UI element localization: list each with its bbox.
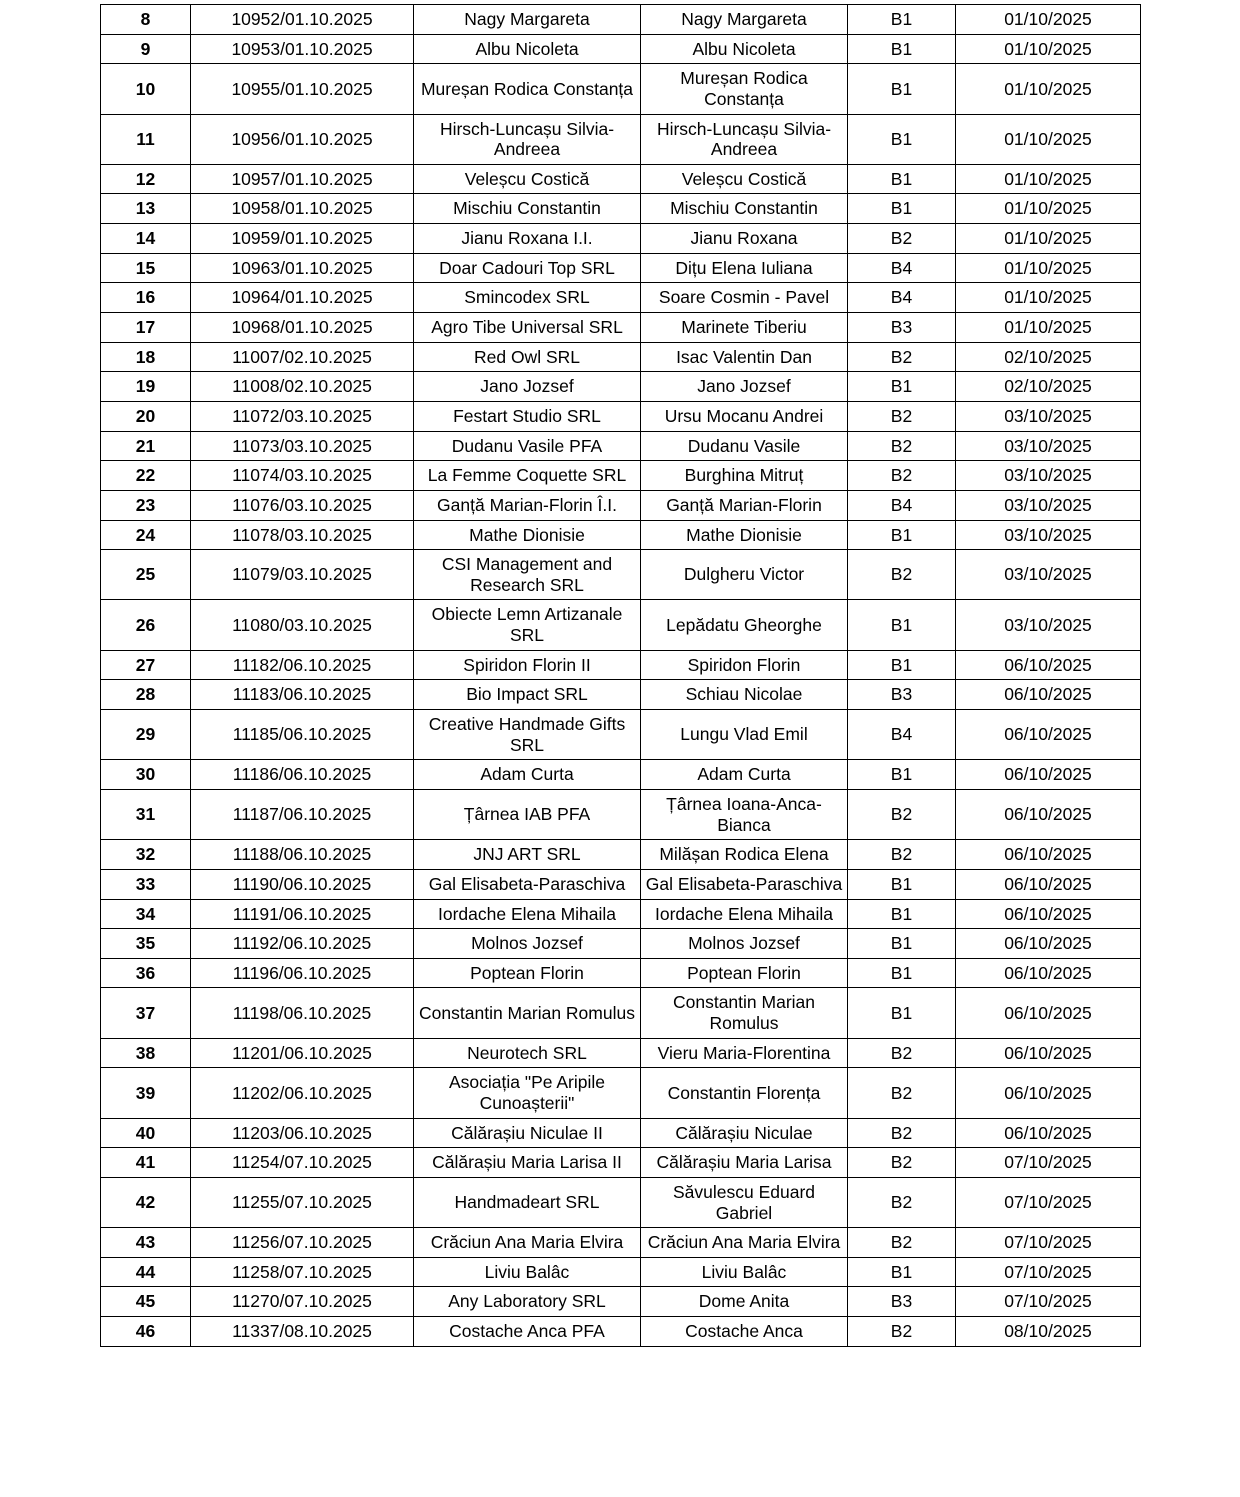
cell-nr: 24 <box>101 520 191 550</box>
cell-entity-name: Bio Impact SRL <box>414 680 641 710</box>
cell-representative: Jano Jozsef <box>641 372 848 402</box>
table-row <box>101 342 1141 372</box>
cell-date: 01/10/2025 <box>956 5 1141 35</box>
cell-code: B2 <box>848 1317 956 1347</box>
cell-registration-number: 11203/06.10.2025 <box>191 1118 414 1148</box>
cell-entity-name: Crăciun Ana Maria Elvira <box>414 1228 641 1258</box>
cell-date: 08/10/2025 <box>956 1317 1141 1347</box>
cell-representative: Liviu Balâc <box>641 1257 848 1287</box>
cell-registration-number: 11072/03.10.2025 <box>191 401 414 431</box>
cell-registration-number: 11202/06.10.2025 <box>191 1068 414 1118</box>
cell-date: 03/10/2025 <box>956 401 1141 431</box>
cell-code: B1 <box>848 34 956 64</box>
cell-entity-name: Adam Curta <box>414 760 641 790</box>
cell-nr: 29 <box>101 710 191 760</box>
cell-code: B1 <box>848 114 956 164</box>
cell-representative: Milășan Rodica Elena <box>641 840 848 870</box>
cell-representative: Călărașiu Maria Larisa <box>641 1148 848 1178</box>
cell-registration-number: 10957/01.10.2025 <box>191 164 414 194</box>
cell-registration-number: 11183/06.10.2025 <box>191 680 414 710</box>
registry-table <box>100 4 1141 1347</box>
cell-date: 06/10/2025 <box>956 789 1141 839</box>
cell-date: 07/10/2025 <box>956 1228 1141 1258</box>
cell-entity-name: Ganță Marian-Florin Î.I. <box>414 490 641 520</box>
cell-representative: Lungu Vlad Emil <box>641 710 848 760</box>
cell-registration-number: 11192/06.10.2025 <box>191 929 414 959</box>
cell-nr: 27 <box>101 650 191 680</box>
cell-code: B2 <box>848 461 956 491</box>
cell-code: B4 <box>848 283 956 313</box>
cell-representative: Costache Anca <box>641 1317 848 1347</box>
cell-registration-number: 11182/06.10.2025 <box>191 650 414 680</box>
cell-nr: 45 <box>101 1287 191 1317</box>
cell-date: 01/10/2025 <box>956 34 1141 64</box>
cell-representative: Burghina Mitruț <box>641 461 848 491</box>
cell-registration-number: 11186/06.10.2025 <box>191 760 414 790</box>
cell-code: B2 <box>848 840 956 870</box>
cell-representative: Vieru Maria-Florentina <box>641 1038 848 1068</box>
cell-date: 02/10/2025 <box>956 342 1141 372</box>
cell-nr: 26 <box>101 600 191 650</box>
cell-representative: Hirsch-Luncașu Silvia-Andreea <box>641 114 848 164</box>
cell-date: 01/10/2025 <box>956 164 1141 194</box>
cell-representative: Țârnea Ioana-Anca-Bianca <box>641 789 848 839</box>
cell-representative: Adam Curta <box>641 760 848 790</box>
registry-table-body <box>101 5 1141 1347</box>
table-row <box>101 401 1141 431</box>
cell-code: B1 <box>848 869 956 899</box>
cell-nr: 39 <box>101 1068 191 1118</box>
cell-nr: 20 <box>101 401 191 431</box>
cell-entity-name: Nagy Margareta <box>414 5 641 35</box>
cell-registration-number: 11256/07.10.2025 <box>191 1228 414 1258</box>
cell-nr: 8 <box>101 5 191 35</box>
table-row <box>101 899 1141 929</box>
cell-nr: 36 <box>101 958 191 988</box>
cell-nr: 15 <box>101 253 191 283</box>
cell-nr: 11 <box>101 114 191 164</box>
cell-representative: Isac Valentin Dan <box>641 342 848 372</box>
table-row <box>101 760 1141 790</box>
table-row <box>101 710 1141 760</box>
cell-nr: 42 <box>101 1177 191 1227</box>
cell-registration-number: 11007/02.10.2025 <box>191 342 414 372</box>
cell-entity-name: Spiridon Florin II <box>414 650 641 680</box>
cell-code: B2 <box>848 1177 956 1227</box>
cell-entity-name: Any Laboratory SRL <box>414 1287 641 1317</box>
cell-registration-number: 10958/01.10.2025 <box>191 194 414 224</box>
cell-registration-number: 10956/01.10.2025 <box>191 114 414 164</box>
cell-nr: 30 <box>101 760 191 790</box>
cell-representative: Jianu Roxana <box>641 224 848 254</box>
cell-entity-name: Hirsch-Luncașu Silvia-Andreea <box>414 114 641 164</box>
table-row <box>101 988 1141 1038</box>
cell-date: 03/10/2025 <box>956 550 1141 600</box>
cell-nr: 38 <box>101 1038 191 1068</box>
cell-code: B2 <box>848 1068 956 1118</box>
cell-nr: 16 <box>101 283 191 313</box>
cell-registration-number: 11079/03.10.2025 <box>191 550 414 600</box>
cell-code: B2 <box>848 1228 956 1258</box>
cell-entity-name: Festart Studio SRL <box>414 401 641 431</box>
cell-representative: Dulgheru Victor <box>641 550 848 600</box>
cell-nr: 44 <box>101 1257 191 1287</box>
table-row <box>101 164 1141 194</box>
cell-entity-name: Obiecte Lemn Artizanale SRL <box>414 600 641 650</box>
cell-registration-number: 11190/06.10.2025 <box>191 869 414 899</box>
cell-registration-number: 11187/06.10.2025 <box>191 789 414 839</box>
cell-date: 03/10/2025 <box>956 431 1141 461</box>
cell-representative: Spiridon Florin <box>641 650 848 680</box>
cell-representative: Mureșan Rodica Constanța <box>641 64 848 114</box>
cell-registration-number: 11196/06.10.2025 <box>191 958 414 988</box>
cell-representative: Constantin Marian Romulus <box>641 988 848 1038</box>
cell-entity-name: Creative Handmade Gifts SRL <box>414 710 641 760</box>
table-row <box>101 550 1141 600</box>
cell-entity-name: Jianu Roxana I.I. <box>414 224 641 254</box>
table-row <box>101 64 1141 114</box>
cell-code: B3 <box>848 680 956 710</box>
cell-entity-name: Țârnea IAB PFA <box>414 789 641 839</box>
cell-entity-name: Asociația "Pe Aripile Cunoașterii" <box>414 1068 641 1118</box>
cell-representative: Dome Anita <box>641 1287 848 1317</box>
cell-code: B1 <box>848 5 956 35</box>
cell-date: 01/10/2025 <box>956 224 1141 254</box>
cell-code: B1 <box>848 988 956 1038</box>
table-row <box>101 1148 1141 1178</box>
cell-date: 01/10/2025 <box>956 64 1141 114</box>
cell-representative: Gal Elisabeta-Paraschiva <box>641 869 848 899</box>
cell-nr: 13 <box>101 194 191 224</box>
cell-date: 02/10/2025 <box>956 372 1141 402</box>
cell-entity-name: Mathe Dionisie <box>414 520 641 550</box>
cell-code: B2 <box>848 1148 956 1178</box>
cell-date: 06/10/2025 <box>956 760 1141 790</box>
cell-nr: 32 <box>101 840 191 870</box>
cell-nr: 19 <box>101 372 191 402</box>
cell-code: B2 <box>848 401 956 431</box>
cell-representative: Ursu Mocanu Andrei <box>641 401 848 431</box>
table-row <box>101 929 1141 959</box>
cell-entity-name: Neurotech SRL <box>414 1038 641 1068</box>
cell-date: 01/10/2025 <box>956 114 1141 164</box>
cell-registration-number: 11076/03.10.2025 <box>191 490 414 520</box>
cell-date: 06/10/2025 <box>956 840 1141 870</box>
cell-code: B4 <box>848 253 956 283</box>
table-row <box>101 520 1141 550</box>
cell-date: 01/10/2025 <box>956 194 1141 224</box>
cell-code: B1 <box>848 600 956 650</box>
cell-nr: 43 <box>101 1228 191 1258</box>
table-row <box>101 1118 1141 1148</box>
cell-entity-name: Albu Nicoleta <box>414 34 641 64</box>
cell-registration-number: 10955/01.10.2025 <box>191 64 414 114</box>
table-row <box>101 1038 1141 1068</box>
cell-entity-name: Călărașiu Niculae II <box>414 1118 641 1148</box>
table-row <box>101 224 1141 254</box>
cell-code: B1 <box>848 64 956 114</box>
cell-date: 01/10/2025 <box>956 253 1141 283</box>
table-row <box>101 194 1141 224</box>
cell-nr: 22 <box>101 461 191 491</box>
cell-date: 06/10/2025 <box>956 929 1141 959</box>
cell-entity-name: JNJ ART SRL <box>414 840 641 870</box>
cell-entity-name: Dudanu Vasile PFA <box>414 431 641 461</box>
cell-representative: Iordache Elena Mihaila <box>641 899 848 929</box>
cell-entity-name: Liviu Balâc <box>414 1257 641 1287</box>
table-row <box>101 283 1141 313</box>
table-row <box>101 958 1141 988</box>
cell-entity-name: Smincodex SRL <box>414 283 641 313</box>
cell-code: B1 <box>848 372 956 402</box>
cell-representative: Mathe Dionisie <box>641 520 848 550</box>
cell-nr: 37 <box>101 988 191 1038</box>
cell-representative: Crăciun Ana Maria Elvira <box>641 1228 848 1258</box>
cell-nr: 31 <box>101 789 191 839</box>
cell-date: 07/10/2025 <box>956 1287 1141 1317</box>
cell-code: B1 <box>848 1257 956 1287</box>
cell-code: B1 <box>848 958 956 988</box>
cell-registration-number: 11255/07.10.2025 <box>191 1177 414 1227</box>
cell-representative: Mischiu Constantin <box>641 194 848 224</box>
cell-code: B1 <box>848 164 956 194</box>
cell-registration-number: 11198/06.10.2025 <box>191 988 414 1038</box>
cell-nr: 18 <box>101 342 191 372</box>
cell-registration-number: 11337/08.10.2025 <box>191 1317 414 1347</box>
cell-registration-number: 11270/07.10.2025 <box>191 1287 414 1317</box>
cell-date: 06/10/2025 <box>956 1068 1141 1118</box>
cell-date: 03/10/2025 <box>956 520 1141 550</box>
cell-representative: Dițu Elena Iuliana <box>641 253 848 283</box>
cell-date: 06/10/2025 <box>956 680 1141 710</box>
cell-entity-name: Molnos Jozsef <box>414 929 641 959</box>
cell-representative: Nagy Margareta <box>641 5 848 35</box>
cell-nr: 14 <box>101 224 191 254</box>
cell-date: 06/10/2025 <box>956 1118 1141 1148</box>
cell-entity-name: Constantin Marian Romulus <box>414 988 641 1038</box>
cell-date: 03/10/2025 <box>956 600 1141 650</box>
cell-representative: Marinete Tiberiu <box>641 313 848 343</box>
cell-representative: Lepădatu Gheorghe <box>641 600 848 650</box>
table-row <box>101 5 1141 35</box>
cell-registration-number: 11080/03.10.2025 <box>191 600 414 650</box>
cell-date: 06/10/2025 <box>956 650 1141 680</box>
table-row <box>101 313 1141 343</box>
cell-code: B2 <box>848 431 956 461</box>
table-row <box>101 431 1141 461</box>
cell-registration-number: 11188/06.10.2025 <box>191 840 414 870</box>
cell-date: 06/10/2025 <box>956 958 1141 988</box>
cell-date: 01/10/2025 <box>956 283 1141 313</box>
cell-entity-name: Călărașiu Maria Larisa II <box>414 1148 641 1178</box>
cell-registration-number: 11201/06.10.2025 <box>191 1038 414 1068</box>
cell-registration-number: 11073/03.10.2025 <box>191 431 414 461</box>
cell-code: B4 <box>848 710 956 760</box>
table-row <box>101 680 1141 710</box>
cell-date: 07/10/2025 <box>956 1177 1141 1227</box>
cell-date: 06/10/2025 <box>956 1038 1141 1068</box>
cell-registration-number: 10963/01.10.2025 <box>191 253 414 283</box>
cell-representative: Albu Nicoleta <box>641 34 848 64</box>
cell-entity-name: Jano Jozsef <box>414 372 641 402</box>
cell-nr: 17 <box>101 313 191 343</box>
cell-nr: 40 <box>101 1118 191 1148</box>
cell-nr: 10 <box>101 64 191 114</box>
cell-nr: 25 <box>101 550 191 600</box>
cell-entity-name: Veleșcu Costică <box>414 164 641 194</box>
cell-code: B1 <box>848 760 956 790</box>
table-row <box>101 600 1141 650</box>
table-row <box>101 461 1141 491</box>
cell-date: 01/10/2025 <box>956 313 1141 343</box>
cell-nr: 12 <box>101 164 191 194</box>
table-row <box>101 1317 1141 1347</box>
cell-registration-number: 11258/07.10.2025 <box>191 1257 414 1287</box>
cell-date: 07/10/2025 <box>956 1148 1141 1178</box>
cell-registration-number: 10952/01.10.2025 <box>191 5 414 35</box>
cell-registration-number: 11185/06.10.2025 <box>191 710 414 760</box>
cell-registration-number: 10968/01.10.2025 <box>191 313 414 343</box>
cell-nr: 9 <box>101 34 191 64</box>
cell-date: 07/10/2025 <box>956 1257 1141 1287</box>
cell-entity-name: CSI Management and Research SRL <box>414 550 641 600</box>
cell-registration-number: 11078/03.10.2025 <box>191 520 414 550</box>
cell-code: B2 <box>848 1118 956 1148</box>
cell-nr: 46 <box>101 1317 191 1347</box>
cell-entity-name: La Femme Coquette SRL <box>414 461 641 491</box>
cell-entity-name: Mischiu Constantin <box>414 194 641 224</box>
cell-entity-name: Handmadeart SRL <box>414 1177 641 1227</box>
cell-registration-number: 11008/02.10.2025 <box>191 372 414 402</box>
cell-representative: Poptean Florin <box>641 958 848 988</box>
cell-entity-name: Iordache Elena Mihaila <box>414 899 641 929</box>
cell-entity-name: Poptean Florin <box>414 958 641 988</box>
cell-nr: 33 <box>101 869 191 899</box>
cell-representative: Săvulescu Eduard Gabriel <box>641 1177 848 1227</box>
cell-nr: 23 <box>101 490 191 520</box>
cell-representative: Ganță Marian-Florin <box>641 490 848 520</box>
table-row <box>101 1068 1141 1118</box>
cell-representative: Schiau Nicolae <box>641 680 848 710</box>
table-row <box>101 840 1141 870</box>
cell-representative: Veleșcu Costică <box>641 164 848 194</box>
cell-entity-name: Costache Anca PFA <box>414 1317 641 1347</box>
cell-registration-number: 11191/06.10.2025 <box>191 899 414 929</box>
cell-registration-number: 10953/01.10.2025 <box>191 34 414 64</box>
table-row <box>101 34 1141 64</box>
cell-code: B2 <box>848 789 956 839</box>
cell-entity-name: Gal Elisabeta-Paraschiva <box>414 869 641 899</box>
cell-date: 06/10/2025 <box>956 710 1141 760</box>
cell-code: B2 <box>848 550 956 600</box>
table-row <box>101 253 1141 283</box>
cell-nr: 41 <box>101 1148 191 1178</box>
table-row <box>101 1257 1141 1287</box>
cell-date: 06/10/2025 <box>956 869 1141 899</box>
cell-code: B2 <box>848 342 956 372</box>
cell-code: B1 <box>848 899 956 929</box>
cell-representative: Molnos Jozsef <box>641 929 848 959</box>
cell-registration-number: 10959/01.10.2025 <box>191 224 414 254</box>
table-row <box>101 869 1141 899</box>
cell-code: B1 <box>848 194 956 224</box>
cell-registration-number: 11254/07.10.2025 <box>191 1148 414 1178</box>
cell-representative: Călărașiu Niculae <box>641 1118 848 1148</box>
cell-date: 03/10/2025 <box>956 461 1141 491</box>
cell-representative: Soare Cosmin - Pavel <box>641 283 848 313</box>
cell-code: B1 <box>848 929 956 959</box>
cell-code: B3 <box>848 1287 956 1317</box>
cell-code: B1 <box>848 520 956 550</box>
cell-entity-name: Mureșan Rodica Constanța <box>414 64 641 114</box>
table-row <box>101 789 1141 839</box>
cell-nr: 21 <box>101 431 191 461</box>
cell-nr: 35 <box>101 929 191 959</box>
cell-date: 03/10/2025 <box>956 490 1141 520</box>
cell-code: B3 <box>848 313 956 343</box>
table-row <box>101 1177 1141 1227</box>
cell-entity-name: Doar Cadouri Top SRL <box>414 253 641 283</box>
cell-registration-number: 10964/01.10.2025 <box>191 283 414 313</box>
cell-representative: Dudanu Vasile <box>641 431 848 461</box>
table-row <box>101 372 1141 402</box>
cell-date: 06/10/2025 <box>956 899 1141 929</box>
cell-code: B4 <box>848 490 956 520</box>
table-row <box>101 490 1141 520</box>
cell-code: B2 <box>848 224 956 254</box>
cell-nr: 28 <box>101 680 191 710</box>
cell-nr: 34 <box>101 899 191 929</box>
cell-code: B1 <box>848 650 956 680</box>
cell-representative: Constantin Florența <box>641 1068 848 1118</box>
cell-entity-name: Red Owl SRL <box>414 342 641 372</box>
cell-code: B2 <box>848 1038 956 1068</box>
table-row <box>101 650 1141 680</box>
table-row <box>101 114 1141 164</box>
cell-entity-name: Agro Tibe Universal SRL <box>414 313 641 343</box>
table-row <box>101 1228 1141 1258</box>
cell-date: 06/10/2025 <box>956 988 1141 1038</box>
table-row <box>101 1287 1141 1317</box>
cell-registration-number: 11074/03.10.2025 <box>191 461 414 491</box>
